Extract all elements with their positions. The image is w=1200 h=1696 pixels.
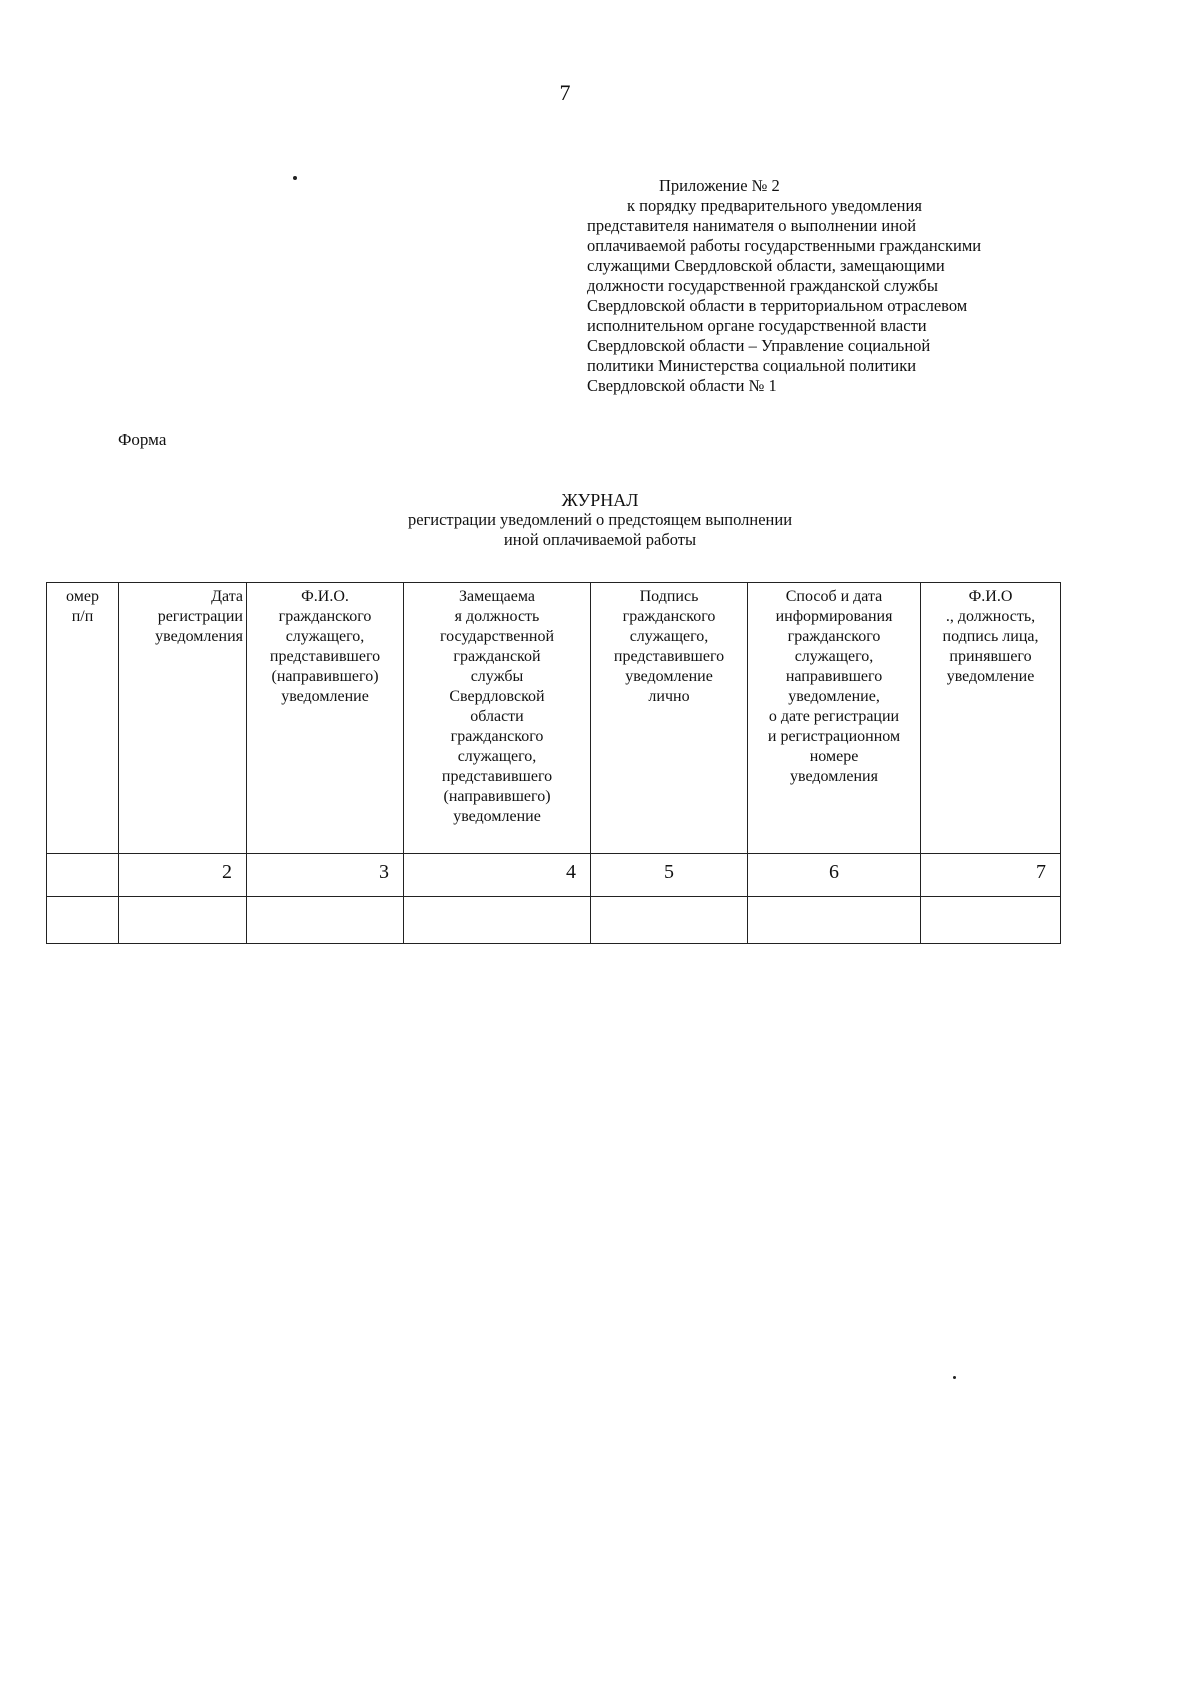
journal-title: ЖУРНАЛ: [561, 490, 639, 510]
column-number-cell: 7: [921, 854, 1061, 897]
appendix-line: исполнительном органе государственной власти: [587, 316, 927, 335]
appendix-line: Приложение № 2: [659, 176, 780, 195]
column-number-cell: 3: [247, 854, 404, 897]
appendix-line: представителя нанимателя о выполнении иной: [587, 216, 917, 235]
table-cell: [404, 897, 591, 944]
table-cell: [119, 897, 247, 944]
column-header-number: омер п/п: [47, 583, 119, 854]
scan-speck: [953, 1376, 956, 1379]
journal-title-block: [0, 490, 1200, 550]
appendix-block: [587, 176, 1087, 396]
table-number-row: [47, 854, 1061, 897]
column-header-registration-date: Дата регистрации уведомления: [119, 583, 247, 854]
appendix-line: Свердловской области № 1: [587, 376, 777, 395]
form-label: Форма: [118, 430, 167, 449]
table-row: [47, 897, 1061, 944]
column-header-receiver: Ф.И.О ., должность, подпись лица, принявшего уведомление: [921, 583, 1061, 854]
appendix-line: к порядку предварительного уведомления: [627, 196, 922, 215]
scan-speck: [293, 176, 297, 180]
appendix-line: политики Министерства социальной политики: [587, 356, 917, 375]
column-number-cell: 6: [748, 854, 921, 897]
column-number-cell: 4: [404, 854, 591, 897]
table-cell: [921, 897, 1061, 944]
appendix-line: Свердловской области – Управление социальной: [587, 336, 931, 355]
column-number-cell: 2: [119, 854, 247, 897]
table-cell: [247, 897, 404, 944]
column-header-notification-method: Способ и дата информирования гражданского служащего, направившего уведомление, о дате регистрации и регистрационном номере уведомления: [748, 583, 921, 854]
journal-table: [46, 582, 1061, 944]
column-number-cell: 5: [591, 854, 748, 897]
appendix-line: Свердловской области в территориальном отраслевом: [587, 296, 968, 315]
journal-subtitle-line: иной оплачиваемой работы: [503, 530, 697, 549]
table-cell: [47, 897, 119, 944]
column-header-employee-name: Ф.И.О. гражданского служащего, представившего (направившего) уведомление: [247, 583, 404, 854]
table-header-row: [47, 583, 1061, 854]
column-number-cell: [47, 854, 119, 897]
table-cell: [591, 897, 748, 944]
page-number: 7: [559, 80, 571, 105]
table-cell: [748, 897, 921, 944]
appendix-line: должности государственной гражданской службы: [587, 276, 939, 295]
column-header-signature: Подпись гражданского служащего, представившего уведомление лично: [591, 583, 748, 854]
journal-subtitle-line: регистрации уведомлений о предстоящем выполнении: [407, 510, 793, 529]
appendix-line: служащими Свердловской области, замещающими: [587, 256, 945, 275]
appendix-line: оплачиваемой работы государственными гражданскими: [587, 236, 982, 255]
column-header-position: Замещаема я должность государственной гражданской службы Свердловской области гражданского служащего, представившего (направившего) уведомление: [404, 583, 591, 854]
